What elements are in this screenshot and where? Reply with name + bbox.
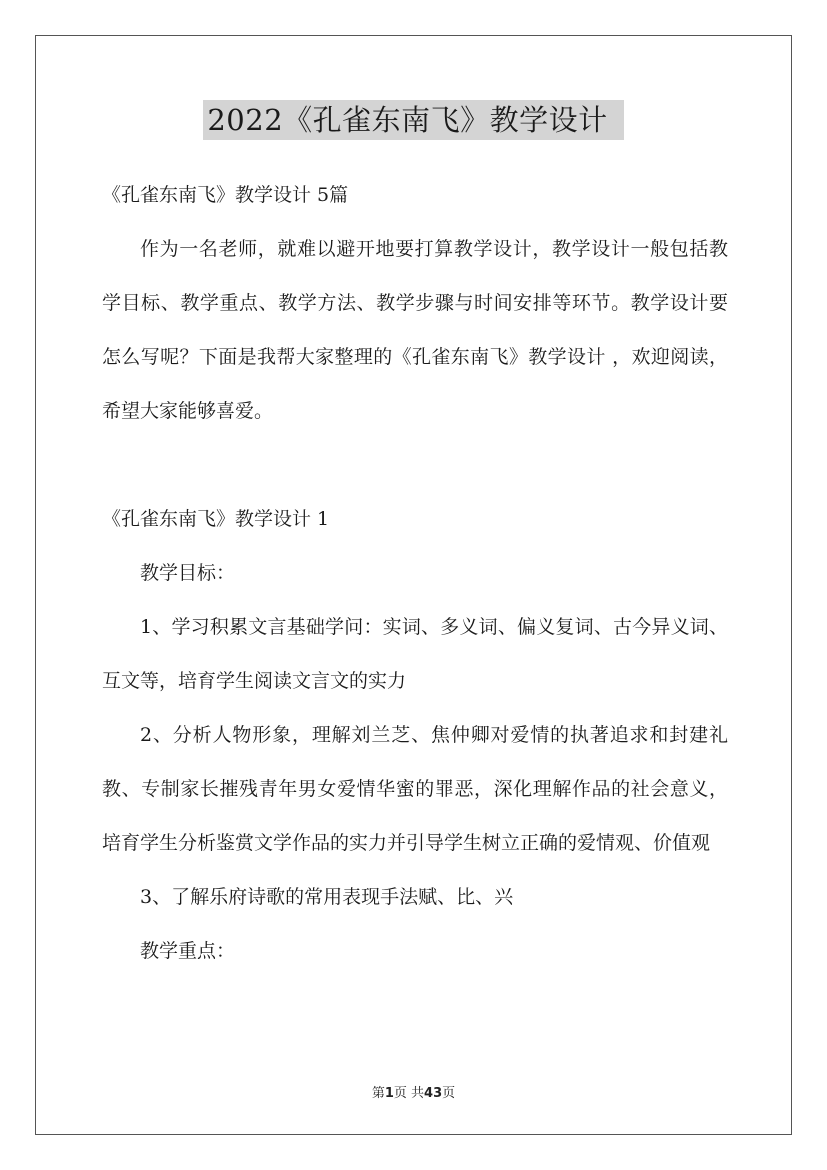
goals-label: 教学目标： <box>140 562 236 584</box>
document-title: 2022《孔雀东南飞》教学设计 <box>203 100 623 140</box>
document-subtitle: 《孔雀东南飞》教学设计 5篇 <box>102 184 349 206</box>
goal-item-1: 1、学习积累文言基础学问：实词、多义词、偏义复词、古今异义词、互文等，培育学生阅读文言文的实力 <box>102 616 728 692</box>
footer-suffix: 页 <box>442 1086 456 1101</box>
intro-paragraph: 作为一名老师，就难以避开地要打算教学设计，教学设计一般包括教学目标、教学重点、教学方法、教学步骤与时间安排等环节。教学设计要怎么写呢？下面是我帮大家整理的《孔雀东南飞》教学设计 ，欢迎阅读，希望大家能够喜爱。 <box>102 238 728 422</box>
spacer <box>102 438 728 492</box>
footer-prefix: 第 <box>371 1086 385 1101</box>
footer-current-page: 1 <box>384 1086 394 1101</box>
goal-item-2: 2、分析人物形象，理解刘兰芝、焦仲卿对爱情的执著追求和封建礼教、专制家长摧残青年男女爱情华蜜的罪恶，深化理解作品的社会意义，培育学生分析鉴赏文学作品的实力并引导学生树立正确的爱情观、价值观 <box>102 724 728 854</box>
focus-label: 教学重点： <box>140 940 236 962</box>
section-heading: 《孔雀东南飞》教学设计 1 <box>102 508 330 530</box>
page-footer <box>0 1082 827 1101</box>
footer-mid: 页 共 <box>393 1086 425 1101</box>
title-wrapper <box>0 100 827 140</box>
goal-item-3: 3、了解乐府诗歌的常用表现手法赋、比、兴 <box>140 886 514 908</box>
footer-total-pages: 43 <box>424 1086 443 1101</box>
document-body <box>102 168 728 978</box>
